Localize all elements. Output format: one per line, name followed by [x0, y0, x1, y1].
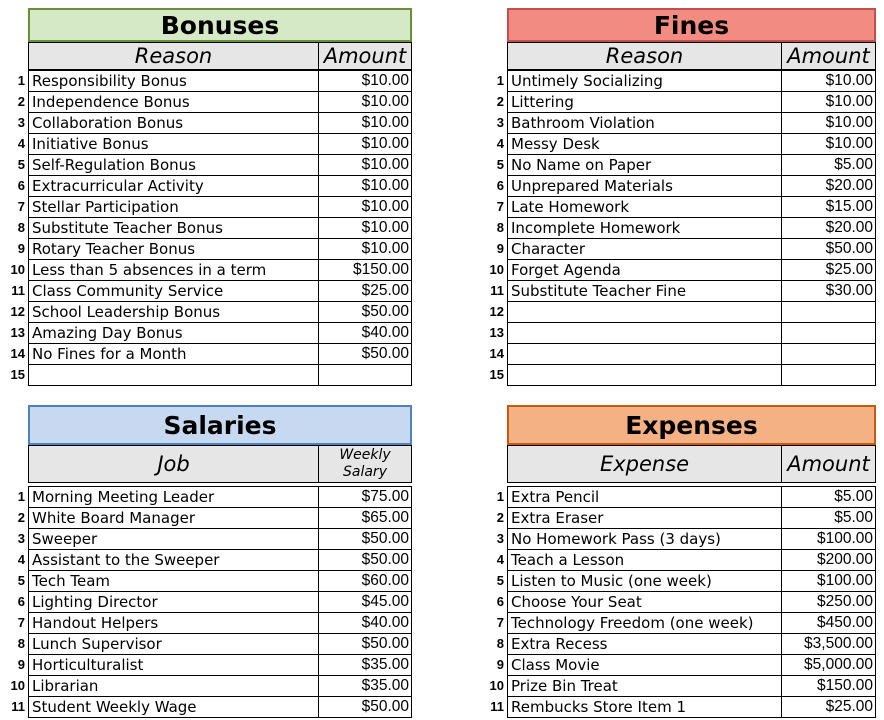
table-row-reason: Student Weekly Wage [28, 696, 319, 718]
table-row-reason: Bathroom Violation [507, 112, 782, 134]
row-number: 13 [10, 325, 25, 340]
table-row-amount [781, 364, 876, 386]
row-number: 5 [17, 573, 25, 588]
expenses-header-reason: Expense [507, 445, 782, 483]
table-row-reason: Incomplete Homework [507, 217, 782, 239]
table-row-reason: Teach a Lesson [507, 549, 782, 571]
row-number: 6 [17, 594, 25, 609]
row-number: 8 [17, 220, 25, 235]
row-number: 9 [496, 657, 504, 672]
table-row-amount: $50.00 [318, 301, 412, 323]
table-row-amount: $10.00 [781, 91, 876, 113]
table-row-reason: Messy Desk [507, 133, 782, 155]
table-row-amount: $10.00 [781, 70, 876, 92]
row-number: 12 [10, 304, 25, 319]
table-row-reason: Rembucks Store Item 1 [507, 696, 782, 718]
table-row-reason: No Fines for a Month [28, 343, 319, 365]
bonuses-title: Bonuses [28, 8, 412, 42]
table-row-amount: $40.00 [318, 612, 412, 634]
row-number: 11 [490, 699, 504, 714]
table-row-reason: Littering [507, 91, 782, 113]
row-number: 9 [17, 657, 25, 672]
table-row-amount: $10.00 [318, 196, 412, 218]
table-row-amount: $5.00 [781, 507, 876, 529]
row-number: 3 [17, 531, 25, 546]
row-number: 13 [489, 325, 504, 340]
table-row-amount: $10.00 [318, 70, 412, 92]
table-row-reason: Class Community Service [28, 280, 319, 302]
row-number: 7 [17, 199, 25, 214]
row-number: 1 [496, 73, 504, 88]
table-row-amount: $50.00 [318, 549, 412, 571]
table-row-amount: $50.00 [318, 633, 412, 655]
row-number: 10 [10, 262, 25, 277]
row-number: 6 [496, 178, 504, 193]
row-number: 1 [17, 73, 25, 88]
row-number: 2 [496, 510, 504, 525]
table-row-amount: $3,500.00 [781, 633, 876, 655]
table-row-reason: Untimely Socializing [507, 70, 782, 92]
table-row-reason: Less than 5 absences in a term [28, 259, 319, 281]
table-row-reason: Unprepared Materials [507, 175, 782, 197]
row-number: 3 [496, 531, 504, 546]
table-row-reason: Listen to Music (one week) [507, 570, 782, 592]
table-row-reason: Choose Your Seat [507, 591, 782, 613]
table-row-reason: Stellar Participation [28, 196, 319, 218]
table-row-reason: Rotary Teacher Bonus [28, 238, 319, 260]
bonuses-header-amount: Amount [318, 42, 412, 70]
table-row-reason: Responsibility Bonus [28, 70, 319, 92]
fines-header-amount: Amount [781, 42, 876, 70]
table-row-reason: White Board Manager [28, 507, 319, 529]
table-row-reason: Sweeper [28, 528, 319, 550]
table-row-amount: $50.00 [318, 528, 412, 550]
table-row-amount: $10.00 [781, 112, 876, 134]
bonuses-header-reason: Reason [28, 42, 319, 70]
table-row-reason: Horticulturalist [28, 654, 319, 676]
table-row-amount [781, 301, 876, 323]
row-number: 11 [11, 699, 25, 714]
table-row-reason [28, 364, 319, 386]
table-row-reason: Assistant to the Sweeper [28, 549, 319, 571]
row-number: 4 [17, 136, 25, 151]
table-row-reason: Class Movie [507, 654, 782, 676]
table-row-amount: $40.00 [318, 322, 412, 344]
fines-title: Fines [507, 8, 876, 42]
table-row-amount: $20.00 [781, 175, 876, 197]
table-row-amount: $10.00 [318, 112, 412, 134]
table-row-reason: Technology Freedom (one week) [507, 612, 782, 634]
row-number: 2 [17, 510, 25, 525]
row-number: 5 [496, 573, 504, 588]
row-number: 2 [496, 94, 504, 109]
table-row-amount: $15.00 [781, 196, 876, 218]
table-row-amount: $20.00 [781, 217, 876, 239]
table-row-reason: Prize Bin Treat [507, 675, 782, 697]
table-row-amount: $450.00 [781, 612, 876, 634]
salaries-header-amount: Weekly Salary [318, 445, 412, 483]
row-number: 7 [496, 615, 504, 630]
table-row-reason: School Leadership Bonus [28, 301, 319, 323]
table-row-reason: Independence Bonus [28, 91, 319, 113]
row-number: 6 [17, 178, 25, 193]
row-number: 10 [489, 678, 504, 693]
row-number: 2 [17, 94, 25, 109]
table-row-reason: Collaboration Bonus [28, 112, 319, 134]
table-row-reason: Extra Recess [507, 633, 782, 655]
table-row-amount: $100.00 [781, 570, 876, 592]
salaries-title: Salaries [28, 405, 412, 445]
table-row-amount: $25.00 [781, 696, 876, 718]
table-row-reason: Handout Helpers [28, 612, 319, 634]
row-number: 12 [489, 304, 504, 319]
fines-header-reason: Reason [507, 42, 782, 70]
table-row-amount: $50.00 [781, 238, 876, 260]
row-number: 11 [11, 283, 25, 298]
row-number: 10 [489, 262, 504, 277]
table-row-reason: Initiative Bonus [28, 133, 319, 155]
table-row-amount [318, 364, 412, 386]
row-number: 15 [489, 367, 504, 382]
table-row-reason [507, 343, 782, 365]
table-row-reason: Substitute Teacher Fine [507, 280, 782, 302]
table-row-reason: Self-Regulation Bonus [28, 154, 319, 176]
table-row-amount: $10.00 [318, 217, 412, 239]
row-number: 8 [17, 636, 25, 651]
table-row-reason: Forget Agenda [507, 259, 782, 281]
table-row-amount: $25.00 [318, 280, 412, 302]
table-row-amount: $10.00 [318, 154, 412, 176]
row-number: 8 [496, 636, 504, 651]
table-row-reason: Extracurricular Activity [28, 175, 319, 197]
table-row-amount: $10.00 [318, 91, 412, 113]
table-row-reason: Late Homework [507, 196, 782, 218]
table-row-amount: $150.00 [781, 675, 876, 697]
row-number: 7 [496, 199, 504, 214]
table-row-amount: $60.00 [318, 570, 412, 592]
row-number: 1 [496, 489, 504, 504]
table-row-amount: $50.00 [318, 343, 412, 365]
table-row-reason: Morning Meeting Leader [28, 486, 319, 508]
table-row-reason: Lunch Supervisor [28, 633, 319, 655]
table-row-reason: Tech Team [28, 570, 319, 592]
row-number: 8 [496, 220, 504, 235]
table-row-amount: $5,000.00 [781, 654, 876, 676]
table-row-reason: Amazing Day Bonus [28, 322, 319, 344]
table-row-reason: Character [507, 238, 782, 260]
table-row-reason: No Name on Paper [507, 154, 782, 176]
table-row-amount: $75.00 [318, 486, 412, 508]
row-number: 4 [17, 552, 25, 567]
table-row-reason: Librarian [28, 675, 319, 697]
table-row-amount: $30.00 [781, 280, 876, 302]
table-row-amount [781, 343, 876, 365]
table-row-amount [781, 322, 876, 344]
table-row-reason [507, 301, 782, 323]
row-number: 14 [489, 346, 504, 361]
table-row-amount: $35.00 [318, 675, 412, 697]
row-number: 6 [496, 594, 504, 609]
row-number: 14 [10, 346, 25, 361]
table-row-amount: $100.00 [781, 528, 876, 550]
table-row-amount: $250.00 [781, 591, 876, 613]
table-row-amount: $10.00 [318, 175, 412, 197]
table-row-amount: $65.00 [318, 507, 412, 529]
table-row-amount: $50.00 [318, 696, 412, 718]
table-row-reason: No Homework Pass (3 days) [507, 528, 782, 550]
expenses-header-amount: Amount [781, 445, 876, 483]
table-row-reason: Extra Pencil [507, 486, 782, 508]
row-number: 5 [17, 157, 25, 172]
row-number: 9 [17, 241, 25, 256]
salaries-header-reason: Job [28, 445, 319, 483]
row-number: 9 [496, 241, 504, 256]
table-row-amount: $45.00 [318, 591, 412, 613]
table-row-amount: $150.00 [318, 259, 412, 281]
table-row-amount: $10.00 [318, 238, 412, 260]
row-number: 10 [10, 678, 25, 693]
row-number: 1 [17, 489, 25, 504]
table-row-amount: $5.00 [781, 154, 876, 176]
row-number: 7 [17, 615, 25, 630]
table-row-reason [507, 364, 782, 386]
table-row-reason: Lighting Director [28, 591, 319, 613]
table-row-amount: $10.00 [318, 133, 412, 155]
expenses-title: Expenses [507, 405, 876, 445]
row-number: 5 [496, 157, 504, 172]
row-number: 4 [496, 136, 504, 151]
table-row-amount: $35.00 [318, 654, 412, 676]
table-row-reason: Extra Eraser [507, 507, 782, 529]
table-row-amount: $5.00 [781, 486, 876, 508]
row-number: 4 [496, 552, 504, 567]
table-row-amount: $10.00 [781, 133, 876, 155]
table-row-amount: $25.00 [781, 259, 876, 281]
row-number: 11 [490, 283, 504, 298]
row-number: 3 [17, 115, 25, 130]
table-row-reason: Substitute Teacher Bonus [28, 217, 319, 239]
table-row-amount: $200.00 [781, 549, 876, 571]
row-number: 15 [10, 367, 25, 382]
table-row-reason [507, 322, 782, 344]
row-number: 3 [496, 115, 504, 130]
